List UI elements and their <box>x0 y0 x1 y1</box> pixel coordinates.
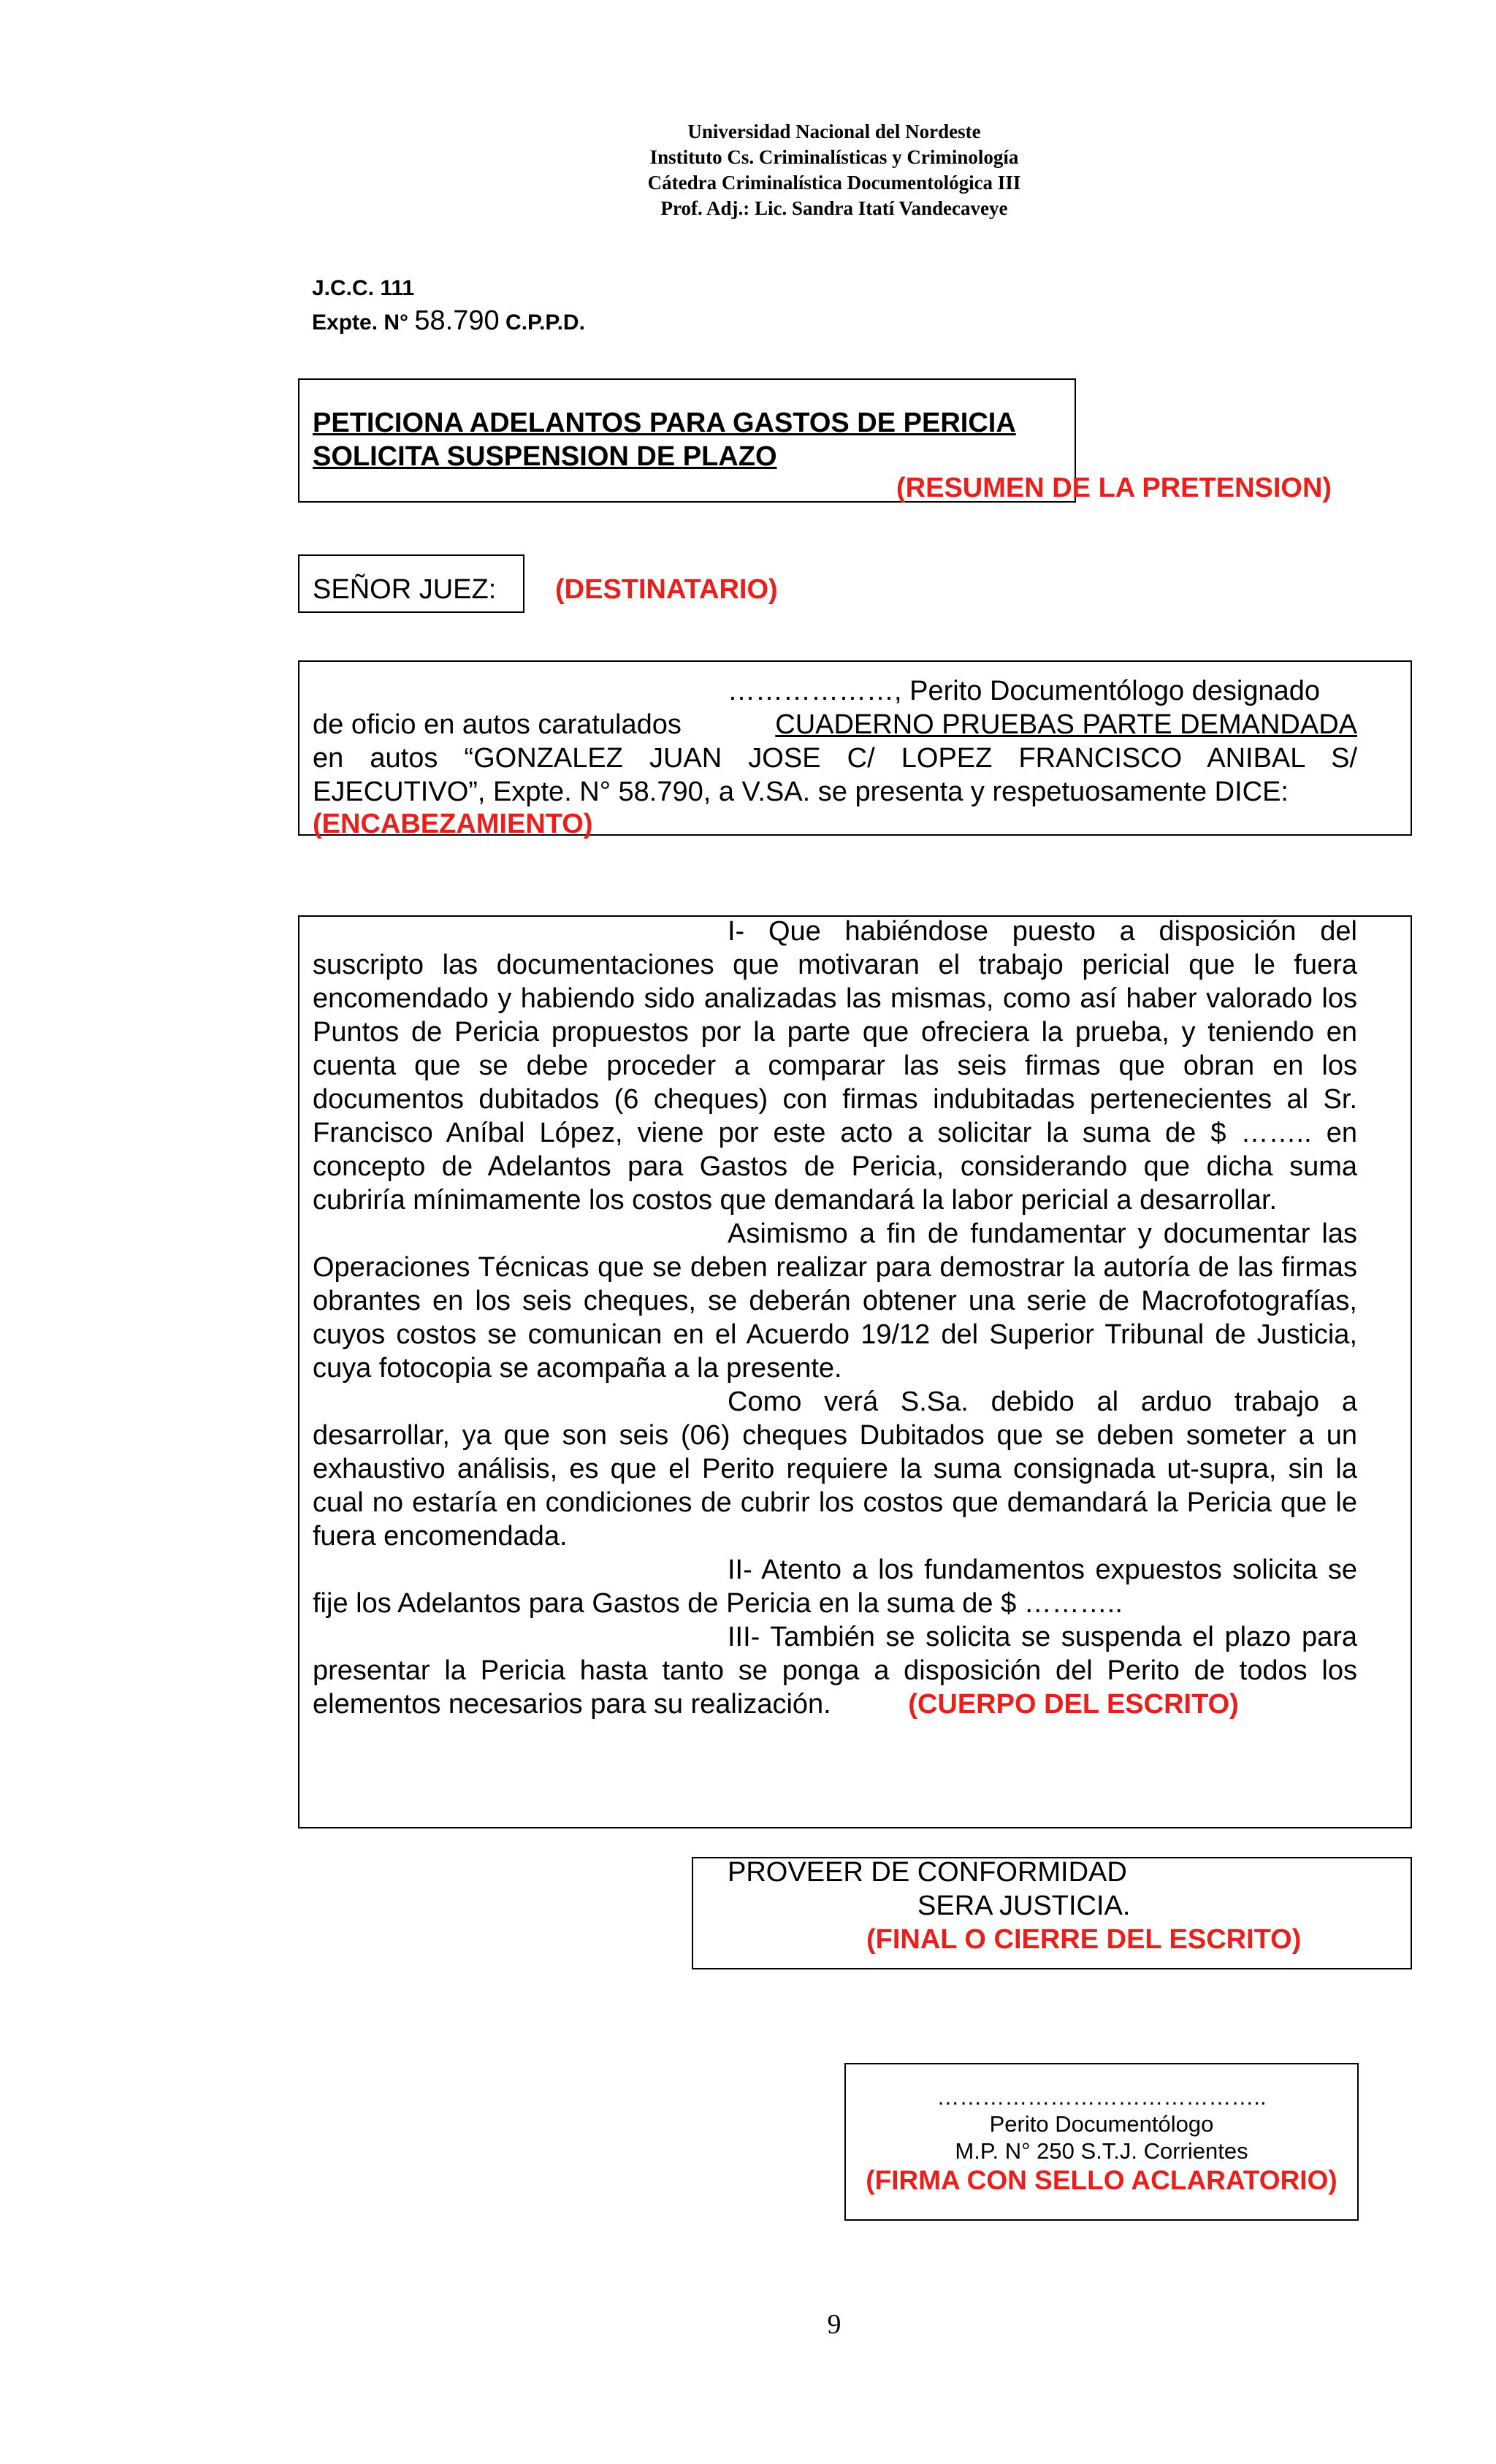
signature-line: …………………………………….. <box>936 2084 1267 2110</box>
body-paragraph-1: I- Que habiéndose puesto a disposición del suscripto las documentaciones que motivaran el trabajo pericial que le fuera encomendado y habiendo sido analizadas las mismas, como así haber valorado los Puntos de Pericia propuestos por la parte que ofreciera la prueba, y teniendo en cuenta que se debe proceder a comparar las seis firmas que obran en los documentos dubitados (6 cheques) con firmas indubitadas pertenecientes al Sr. Francisco Aníbal López, viene por este acto a solicitar la suma de $ …….. en concepto de Adelantos para Gastos de Pericia, considerando que dicha suma cubriría mínimamente los costos que demandará la labor pericial a desarrollar. <box>313 916 1357 1216</box>
court-reference: J.C.C. 111 <box>312 276 415 300</box>
heading-line-3: en autos “GONZALEZ JUAN JOSE C/ LOPEZ FRANCISCO ANIBAL S/ <box>313 743 1357 774</box>
case-number-value: 58.790 <box>414 305 500 336</box>
body-paragraph-5 <box>313 1620 1357 1721</box>
case-number-prefix: Expte. N° <box>312 310 409 335</box>
header-institute: Instituto Cs. Criminalísticas y Criminología <box>649 146 1019 168</box>
case-title-underlined: CUADERNO PRUEBAS PARTE DEMANDADA <box>775 709 1357 740</box>
body-paragraph-3: Como verá S.Sa. debido al arduo trabajo a desarrollar, ya que son seis (06) cheques Dubitados que se deben someter a un exhaustivo análisis, es que el Perito requiere la suma consignada ut-supra, sin la cual no estaría en condiciones de cubrir los costos que demandará la Pericia que le fuera encomendada. <box>313 1387 1357 1552</box>
body-paragraph-4: II- Atento a los fundamentos expuestos solicita se fije los Adelantos para Gastos de Pericia en la suma de $ ……….. <box>313 1555 1357 1619</box>
heading-line-2-text: de oficio en autos caratulados <box>313 709 682 740</box>
header-university: Universidad Nacional del Nordeste <box>687 121 981 142</box>
header-professor: Prof. Adj.: Lic. Sandra Itatí Vandecaveye <box>660 197 1008 219</box>
body-text <box>313 915 1357 1721</box>
body-paragraph-2: Asimismo a fin de fundamentar y documentar las Operaciones Técnicas que se deben realizar para demostrar la autoría de las firmas obrantes en los seis cheques, se deberán obtener una serie de Macrofotografías, cuyos costos se comunican en el Acuerdo 19/12 del Superior Tribunal de Justicia, cuya fotocopia se acompaña a la presente. <box>313 1218 1357 1384</box>
closing-line-2: SERA JUSTICIA. <box>917 1891 1131 1921</box>
signature-title: Perito Documentólogo <box>989 2111 1214 2137</box>
institution-header <box>0 119 1496 221</box>
heading-tag: (ENCABEZAMIENTO) <box>313 809 593 839</box>
addressee-text: SEÑOR JUEZ: <box>313 574 497 605</box>
heading-line-1: ………………, Perito Documentólogo designado <box>728 676 1321 706</box>
summary-line-1: PETICIONA ADELANTOS PARA GASTOS DE PERICIA <box>313 408 1016 438</box>
signature-block <box>844 2083 1359 2197</box>
summary-tag: (RESUMEN DE LA PRETENSION) <box>896 473 1332 503</box>
body-paragraph-5-text: III- También se solicita se suspenda el plazo para presentar la Pericia hasta tanto se ponga a disposición del Perito de todos los elementos necesarios para su realización. <box>313 1622 1357 1720</box>
addressee-tag: (DESTINATARIO) <box>555 574 778 605</box>
signature-license: M.P. N° 250 S.T.J. Corrientes <box>955 2138 1248 2164</box>
heading-text <box>313 674 1357 841</box>
signature-tag: (FIRMA CON SELLO ACLARATORIO) <box>866 2165 1337 2195</box>
closing-line-1: PROVEER DE CONFORMIDAD <box>728 1857 1127 1888</box>
summary-text <box>313 406 1016 473</box>
case-number <box>312 305 585 337</box>
body-tag: (CUERPO DEL ESCRITO) <box>908 1689 1239 1720</box>
heading-line-2 <box>313 708 1357 741</box>
header-chair: Cátedra Criminalística Documentológica III <box>647 172 1021 194</box>
heading-line-4: EJECUTIVO”, Expte. N° 58.790, a V.SA. se presenta y respetuosamente DICE: <box>313 777 1289 807</box>
page-number: 9 <box>827 2309 842 2340</box>
closing-tag: (FINAL O CIERRE DEL ESCRITO) <box>866 1924 1302 1955</box>
summary-line-2: SOLICITA SUSPENSION DE PLAZO <box>313 441 777 472</box>
case-number-suffix: C.P.P.D. <box>505 310 585 335</box>
